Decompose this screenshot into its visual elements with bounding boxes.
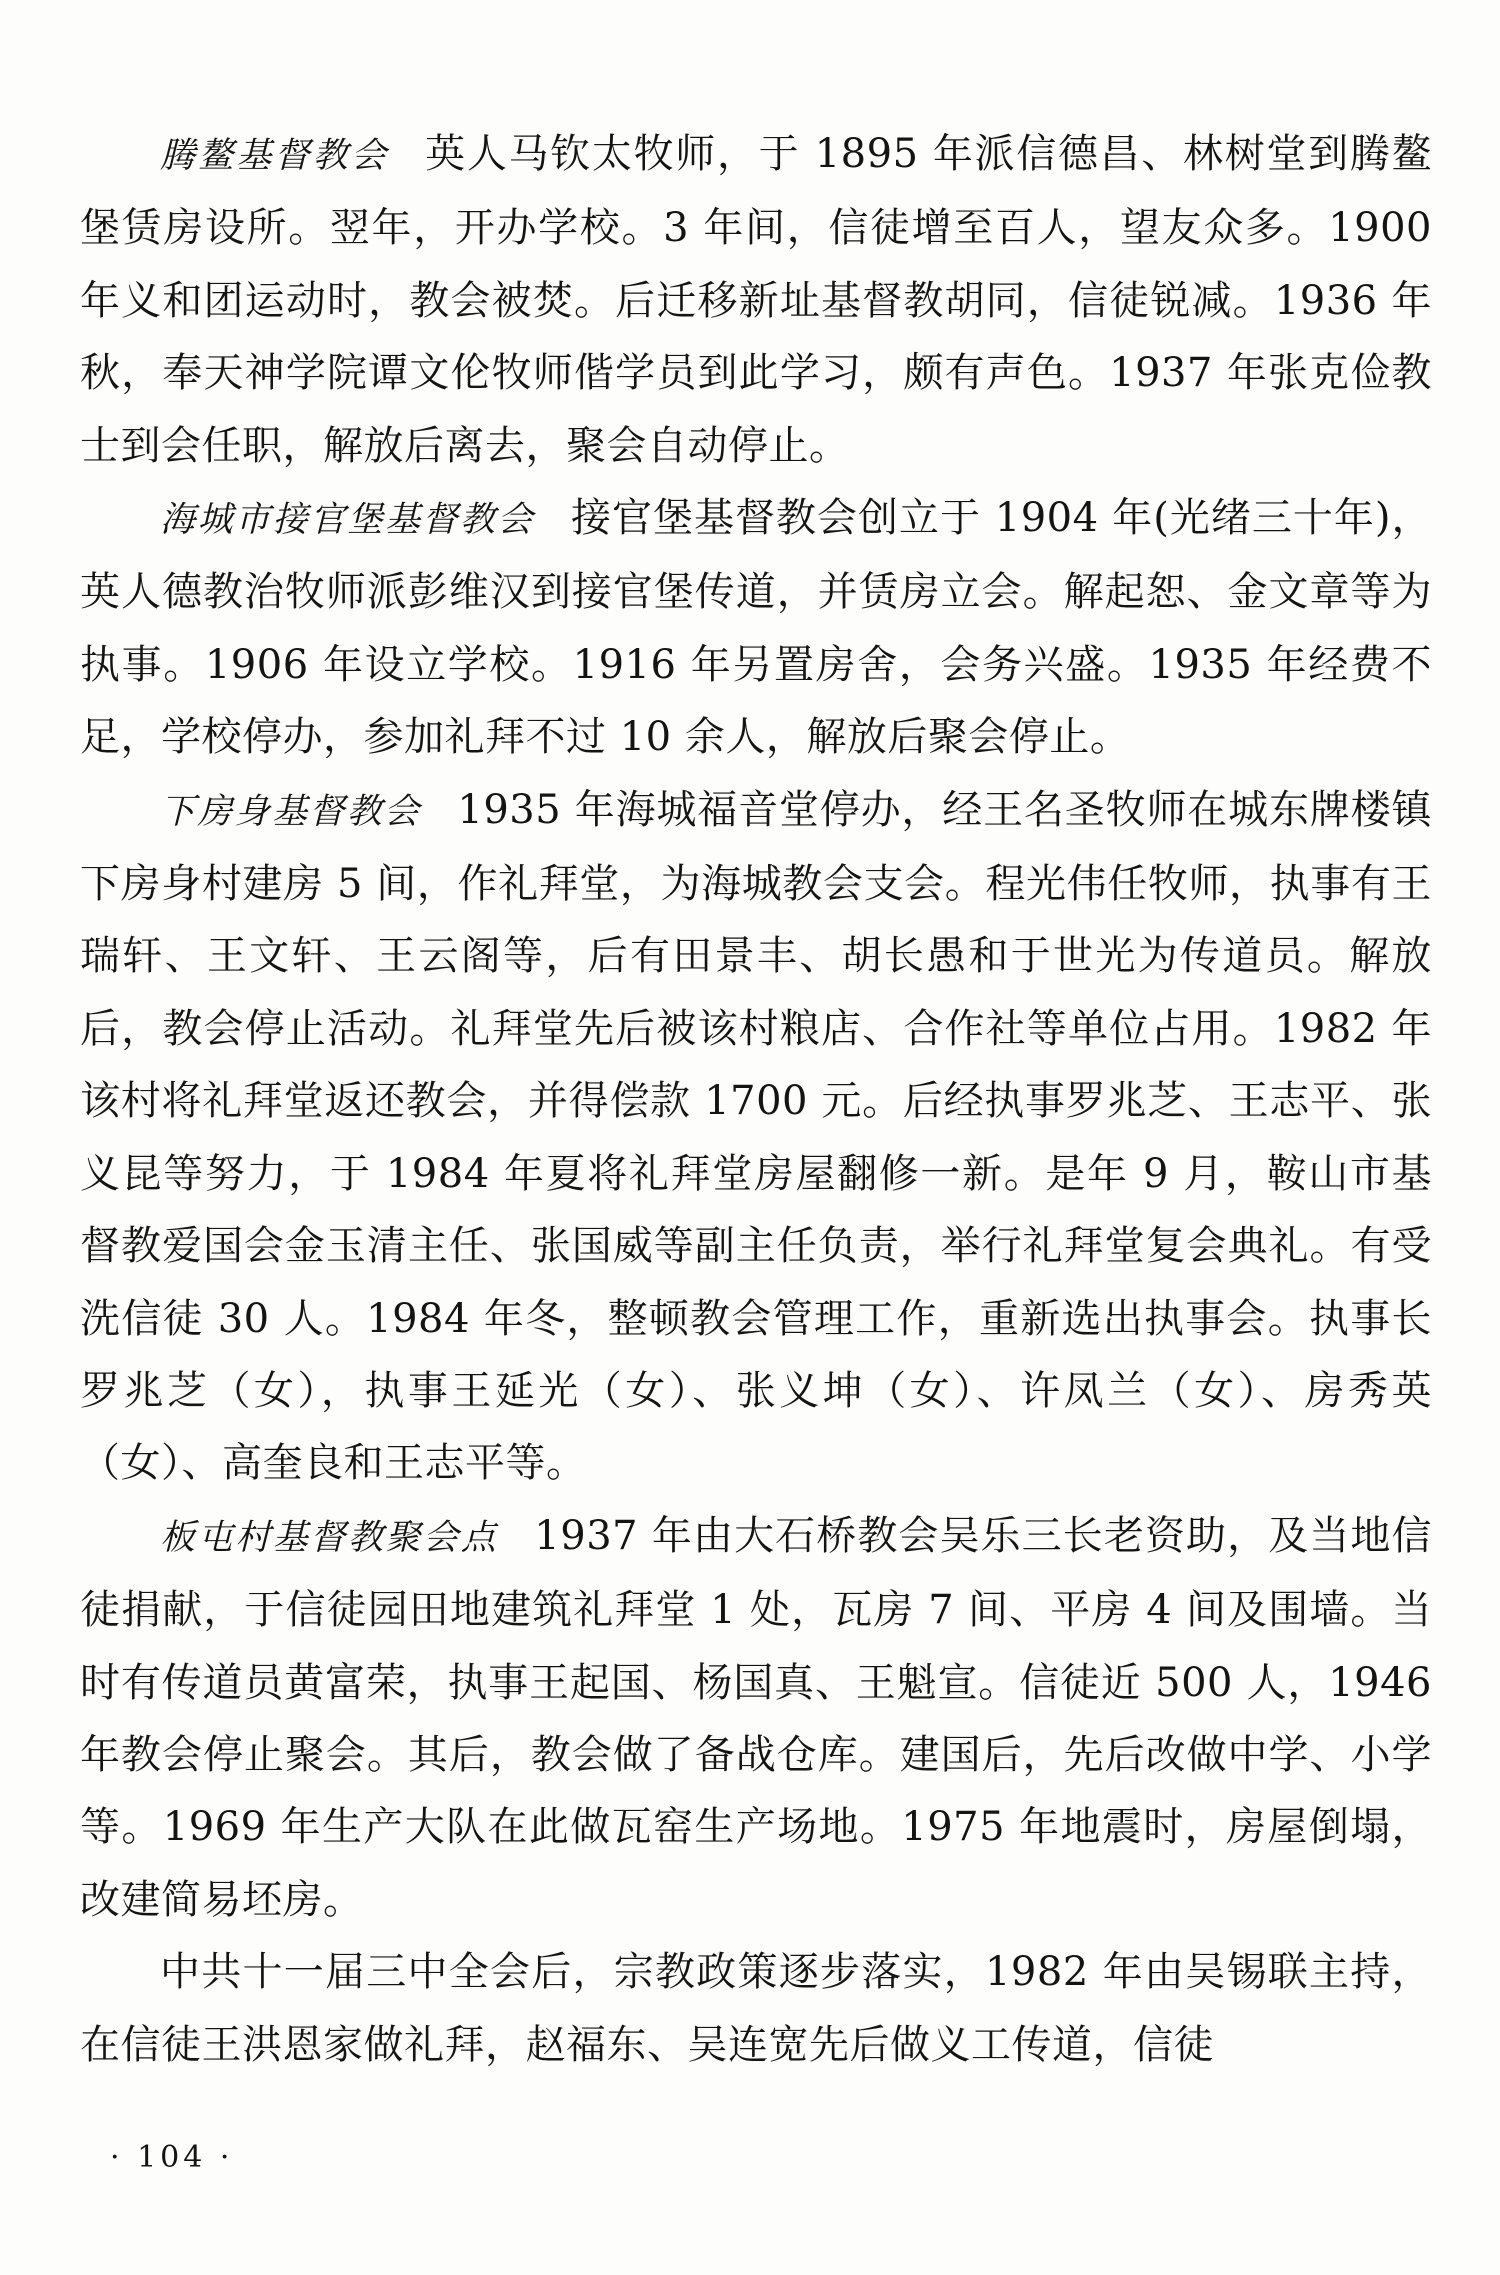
paragraph-after-third-plenum (80, 1936, 1432, 2081)
paragraph-bantun-meeting-point (80, 1500, 1432, 1936)
paragraph-jieguanbao-church (80, 482, 1432, 774)
section-heading-jieguanbao-church: 海城市接官堡基督教会 (160, 500, 536, 541)
section-heading-bantun-meeting-point: 板屯村基督教聚会点 (160, 1517, 499, 1558)
section-heading-xiafangshen-church: 下房身基督教会 (160, 791, 422, 832)
paragraph-xiafangshen-church (80, 774, 1432, 1500)
paragraph-body-jieguanbao-church: 接官堡基督教会创立于 1904 年(光绪三十年)，英人德教治牧师派彭维汉到接官堡传道，并赁房立会。解起恕、金文章等为执事。1906 年设立学校。1916 年另置房舍，会务兴盛。1935 年经费不足，学校停办，参加礼拜不过 10 余人，解放后聚会停止。 (80, 495, 1432, 761)
paragraph-body-tengao-church: 英人马钦太牧师，于 1895 年派信德昌、林树堂到腾鳌堡赁房设所。翌年，开办学校。3 年间，信徒增至百人，望友众多。1900 年义和团运动时，教会被焚。后迁移新址基督教胡同，信徒锐减。1936 年秋，奉天神学院谭文伦牧师偕学员到此学习，颇有声色。1937 年张克俭教士到会任职，解放后离去，聚会自动停止。 (80, 131, 1432, 469)
paragraph-body-after-third-plenum: 中共十一届三中全会后，宗教政策逐步落实，1982 年由吴锡联主持，在信徒王洪恩家做礼拜，赵福东、吴连宽先后做义工传道，信徒 (80, 1949, 1432, 2068)
page-body-text (80, 118, 1432, 2081)
paragraph-body-xiafangshen-church: 1935 年海城福音堂停办，经王名圣牧师在城东牌楼镇下房身村建房 5 间，作礼拜堂，为海城教会支会。程光伟任牧师，执事有王瑞轩、王文轩、王云阁等，后有田景丰、胡长愚和于世光为传道员。解放后，教会停止活动。礼拜堂先后被该村粮店、合作社等单位占用。1982 年该村将礼拜堂返还教会，并得偿款 1700 元。后经执事罗兆芝、王志平、张义昆等努力，于 1984 年夏将礼拜堂房屋翻修一新。是年 9 月，鞍山市基督教爱国会金玉清主任、张国威等副主任负责，举行礼拜堂复会典礼。有受洗信徒 30 人。1984 年冬，整顿教会管理工作，重新选出执事会。执事长罗兆芝（女），执事王延光（女）、张义坤（女）、许凤兰（女）、房秀英（女）、高奎良和王志平等。 (80, 786, 1432, 1487)
paragraph-tengao-church (80, 118, 1432, 482)
paragraph-body-bantun-meeting-point: 1937 年由大石桥教会吴乐三长老资助，及当地信徒捐献，于信徒园田地建筑礼拜堂 1 处，瓦房 7 间、平房 4 间及围墙。当时有传道员黄富荣，执事王起国、杨国真、王魁宣。信徒近 500 人，1946 年教会停止聚会。其后，教会做了备战仓库。建国后，先后改做中学、小学等。1969 年生产大队在此做瓦窑生产场地。1975 年地震时，房屋倒塌，改建简易坯房。 (80, 1512, 1432, 1923)
section-heading-tengao-church: 腾鳌基督教会 (160, 136, 390, 176)
page-number: · 104 · (110, 2140, 234, 2175)
